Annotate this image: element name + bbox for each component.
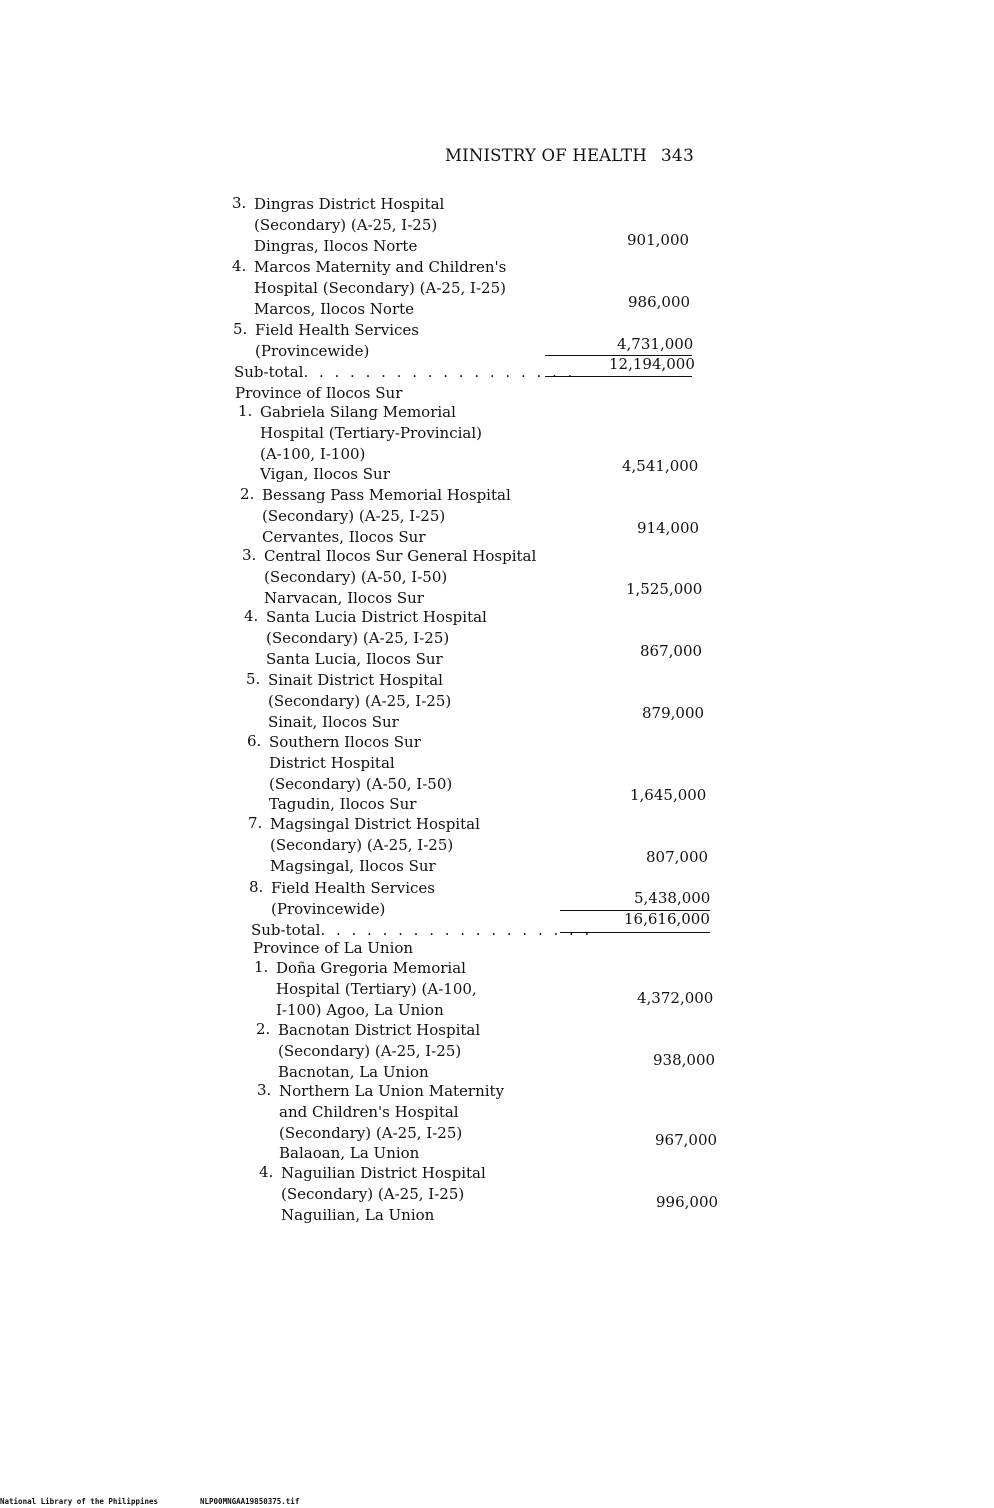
rule <box>545 376 692 377</box>
amount: 5,438,000 <box>634 889 711 907</box>
rule <box>560 932 710 933</box>
subtotal-label: Sub-total. . . . . . . . . . . . . . . . . . <box>234 363 576 381</box>
page-header <box>445 146 694 166</box>
province-heading: Province of La Union <box>253 939 414 957</box>
amount: 4,541,000 <box>622 457 699 475</box>
list-item: 1. Gabriela Silang Memorial Hospital (Tertiary-Provincial) (A-100, I-100) Vigan, Ilocos Sur <box>238 402 482 484</box>
amount: 996,000 <box>656 1193 719 1211</box>
amount: 1,525,000 <box>626 580 703 598</box>
subtotal-label: Sub-total. . . . . . . . . . . . . . . . . . <box>251 921 593 939</box>
list-item: 8. Field Health Services (Provincewide) <box>249 878 435 918</box>
subtotal-amount: 12,194,000 <box>609 355 695 373</box>
amount: 867,000 <box>640 642 703 660</box>
page-number: 343 <box>660 146 694 166</box>
amount: 914,000 <box>637 519 700 537</box>
list-item: 4. Marcos Maternity and Children's Hospital (Secondary) (A-25, I-25) Marcos, Ilocos Norte <box>232 257 507 318</box>
amount: 879,000 <box>642 704 705 722</box>
list-item: 3. Northern La Union Maternity and Children's Hospital (Secondary) (A-25, I-25) Balaoan, La Union <box>257 1081 505 1163</box>
province-heading: Province of Ilocos Sur <box>235 384 403 402</box>
list-item: 3. Central Ilocos Sur General Hospital (Secondary) (A-50, I-50) Narvacan, Ilocos Sur <box>242 546 537 607</box>
list-item: 6. Southern Ilocos Sur District Hospital (Secondary) (A-50, I-50) Tagudin, Ilocos Sur <box>247 732 453 814</box>
amount: 986,000 <box>628 293 691 311</box>
page-title: MINISTRY OF HEALTH <box>445 146 647 165</box>
amount: 1,645,000 <box>630 786 707 804</box>
list-item: 2. Bacnotan District Hospital (Secondary) (A-25, I-25) Bacnotan, La Union <box>256 1020 481 1081</box>
list-item: 7. Magsingal District Hospital (Secondary) (A-25, I-25) Magsingal, Ilocos Sur <box>248 814 480 875</box>
list-item: 5. Sinait District Hospital (Secondary) (A-25, I-25) Sinait, Ilocos Sur <box>246 670 452 731</box>
subtotal-amount: 16,616,000 <box>624 910 710 928</box>
list-item: 4. Santa Lucia District Hospital (Secondary) (A-25, I-25) Santa Lucia, Ilocos Sur <box>244 607 487 668</box>
amount: 807,000 <box>646 848 709 866</box>
amount: 901,000 <box>627 231 690 249</box>
footer-library: National Library of the Philippines <box>0 1497 159 1506</box>
footer-filename: NLP00MNGAA19850375.tif <box>200 1497 300 1506</box>
list-item: 5. Field Health Services (Provincewide) <box>233 320 419 360</box>
list-item: 1. Doña Gregoria Memorial Hospital (Tertiary) (A-100, I-100) Agoo, La Union <box>254 958 477 1019</box>
list-item: 2. Bessang Pass Memorial Hospital (Secondary) (A-25, I-25) Cervantes, Ilocos Sur <box>240 485 511 546</box>
amount: 4,731,000 <box>617 335 694 353</box>
amount: 4,372,000 <box>637 989 714 1007</box>
amount: 967,000 <box>655 1131 718 1149</box>
amount: 938,000 <box>653 1051 716 1069</box>
list-item: 4. Naguilian District Hospital (Secondary) (A-25, I-25) Naguilian, La Union <box>259 1163 486 1224</box>
list-item: 3. Dingras District Hospital (Secondary) (A-25, I-25) Dingras, Ilocos Norte <box>232 194 445 255</box>
